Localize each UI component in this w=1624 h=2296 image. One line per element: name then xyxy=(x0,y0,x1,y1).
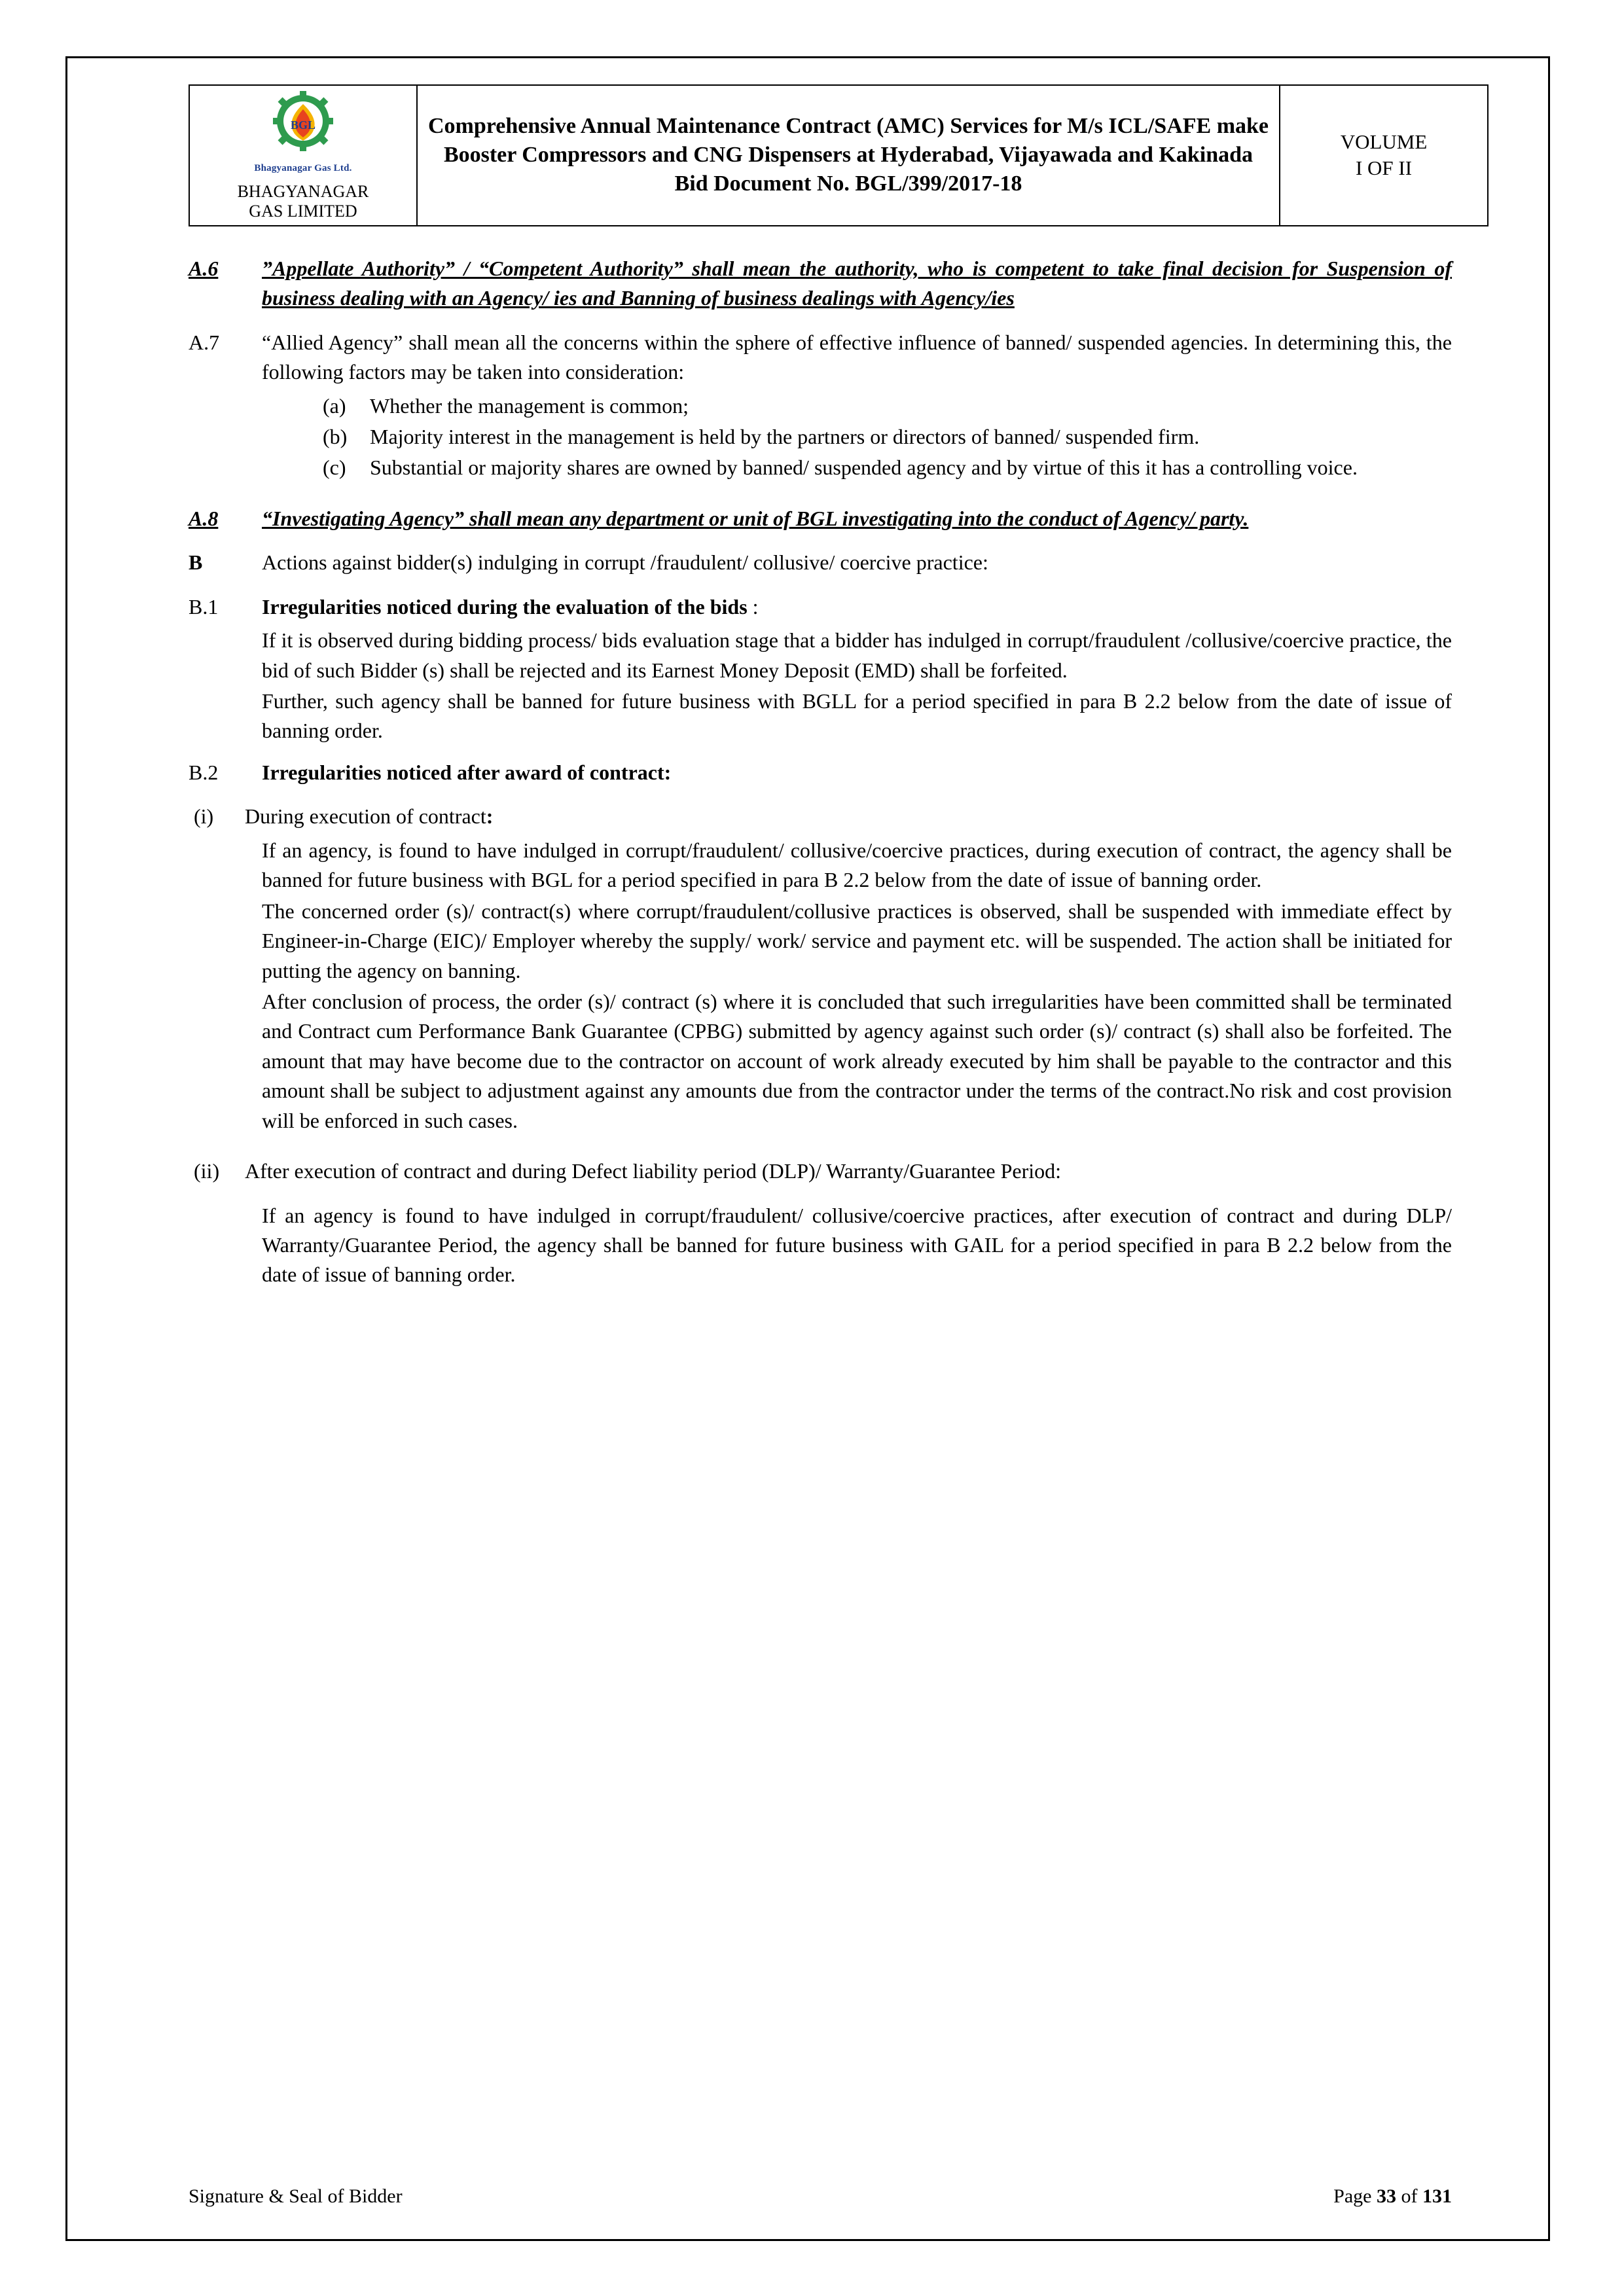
clause-b1-heading-line xyxy=(262,592,1452,622)
clause-a7-item-b xyxy=(323,422,1452,452)
document-header-table xyxy=(189,84,1489,226)
clause-a7-item-b-label: (b) xyxy=(323,424,348,448)
clause-b2-item-i-heading-line xyxy=(245,802,1452,831)
clause-a7-item-b-text: Majority interest in the management is held by the partners or directors of banned/ suspended firm. xyxy=(370,424,1200,448)
header-volume-cell xyxy=(1280,85,1488,226)
clause-b2-item-ii-heading: After execution of contract and during Defect liability period (DLP)/ Warranty/Guarantee Period: xyxy=(245,1159,1062,1183)
company-name: BHAGYANAGAR GAS LIMITED xyxy=(237,182,369,221)
clause-b xyxy=(189,548,1452,577)
header-logo-cell xyxy=(189,85,417,226)
clause-b1-label: B.1 xyxy=(189,594,219,619)
clause-a8 xyxy=(189,504,1452,533)
clause-b2-label: B.2 xyxy=(189,760,219,784)
clause-a6 xyxy=(189,254,1452,314)
clause-b2-item-i-para2: The concerned order (s)/ contract(s) where corrupt/fraudulent/collusive practices is observed, shall be suspended with immediate effect by Engineer-in-Charge (EIC)/ Employer whereby the supply/ work/ service and payment etc. will be suspended. The action shall be initiated for putting the agency on banning. xyxy=(262,899,1452,982)
clause-b2-item-i-heading-suffix: : xyxy=(486,804,494,829)
clause-b2-item-i-label: (i) xyxy=(194,804,214,829)
page-content xyxy=(189,84,1452,1291)
clause-a6-text: ”Appellate Authority” / “Competent Authority” shall mean the authority, who is competent to take final decision for Suspension of business dealing with an Agency/ ies and Banning of business dealings with Agency/ies xyxy=(262,256,1452,310)
document-title: Comprehensive Annual Maintenance Contract (AMC) Services for M/s ICL/SAFE make Booster Compressors and CNG Dispensers at Hyderabad, Vijayawada and Kakinada xyxy=(427,114,1269,168)
clause-b1-heading: Irregularities noticed during the evaluation of the bids xyxy=(262,594,748,619)
clause-b2-item-ii xyxy=(189,1157,1452,1186)
header-title-cell xyxy=(417,85,1280,226)
page-footer xyxy=(189,2185,1452,2208)
clause-a7-item-a-label: (a) xyxy=(323,393,346,418)
clause-a7-text: “Allied Agency” shall mean all the concerns within the sphere of effective influence of banned/ suspended agencies. In determining this, the following factors may be taken into consideration: xyxy=(262,330,1452,384)
logo-subtext: Bhagyanagar Gas Ltd. xyxy=(254,163,352,173)
clause-a7-label: A.7 xyxy=(189,330,220,354)
clause-a7-item-c-label: (c) xyxy=(323,456,346,480)
clause-b2-item-i-heading: During execution of contract xyxy=(245,804,486,829)
clause-a7 xyxy=(189,328,1452,387)
clause-b2-item-i xyxy=(189,802,1452,831)
clause-b-label: B xyxy=(189,550,203,575)
clause-b2 xyxy=(189,758,1452,787)
bgl-logo-icon xyxy=(261,90,346,162)
svg-text:BGL: BGL xyxy=(290,118,316,132)
clause-b1-para1: If it is observed during bidding process/ bids evaluation stage that a bidder has indulged in corrupt/fraudulent /collusive/coercive practice, the bid of such Bidder (s) shall be rejected and its Earnest Money Deposit (EMD) shall be forfeited. xyxy=(262,628,1452,682)
clause-b2-item-i-para3: After conclusion of process, the order (s)/ contract (s) where it is concluded that such irregularities have been committed shall be terminated and Contract cum Performance Bank Guarantee (CPBG) submitted by agency against such order (s)/ contract (s) shall also be forfeited. The amount that may have become due to the contractor on account of work already executed by him shall be payable to the contractor and this amount shall be subject to adjustment against any amounts due from the contractor under the terms of the contract.No risk and cost provision will be enforced in such cases. xyxy=(262,989,1452,1132)
document-body xyxy=(189,254,1452,1290)
clause-b2-heading: Irregularities noticed after award of contract: xyxy=(262,760,672,784)
clause-b2-item-ii-para1: If an agency is found to have indulged in corrupt/fraudulent/ collusive/coercive practices, after execution of contract and during DLP/ Warranty/Guarantee Period, the agency shall be banned for future business with GAIL for a period specified in para B 2.2 below from the date of issue of banning order. xyxy=(262,1203,1452,1287)
clause-b2-item-i-para1: If an agency, is found to have indulged in corrupt/fraudulent/ collusive/coercive practices, during execution of contract, the agency shall be banned for future business with BGL for a period specified in para B 2.2 below from the date of issue of banning order. xyxy=(262,838,1452,892)
clause-a8-label: A.8 xyxy=(189,506,219,530)
volume-label: VOLUME I OF II xyxy=(1340,130,1428,180)
clause-b1-para2: Further, such agency shall be banned for future business with BGLL for a period specified in para B 2.2 below from the date of issue of banning order. xyxy=(262,689,1452,743)
clause-a7-item-c-text: Substantial or majority shares are owned by banned/ suspended agency and by virtue of this it has a controlling voice. xyxy=(370,456,1358,480)
clause-a7-item-c xyxy=(323,453,1452,482)
clause-a6-label: A.6 xyxy=(189,256,219,280)
footer-signature: Signature & Seal of Bidder xyxy=(189,2185,403,2207)
clause-a7-item-a-text: Whether the management is common; xyxy=(370,393,689,418)
clause-b1 xyxy=(189,592,1452,622)
document-page xyxy=(65,56,1550,2241)
footer-page-number: Page 33 of 131 xyxy=(1333,2185,1452,2207)
clause-b-text: Actions against bidder(s) indulging in corrupt /fraudulent/ collusive/ coercive practice: xyxy=(262,550,988,575)
clause-a8-text: “Investigating Agency” shall mean any department or unit of BGL investigating into the conduct of Agency/ party. xyxy=(262,506,1249,530)
clause-b1-heading-suffix: : xyxy=(747,594,759,619)
clause-a7-item-a xyxy=(323,391,1452,421)
bid-document-number: Bid Document No. BGL/399/2017-18 xyxy=(674,171,1022,196)
clause-b2-item-ii-label: (ii) xyxy=(194,1159,220,1183)
